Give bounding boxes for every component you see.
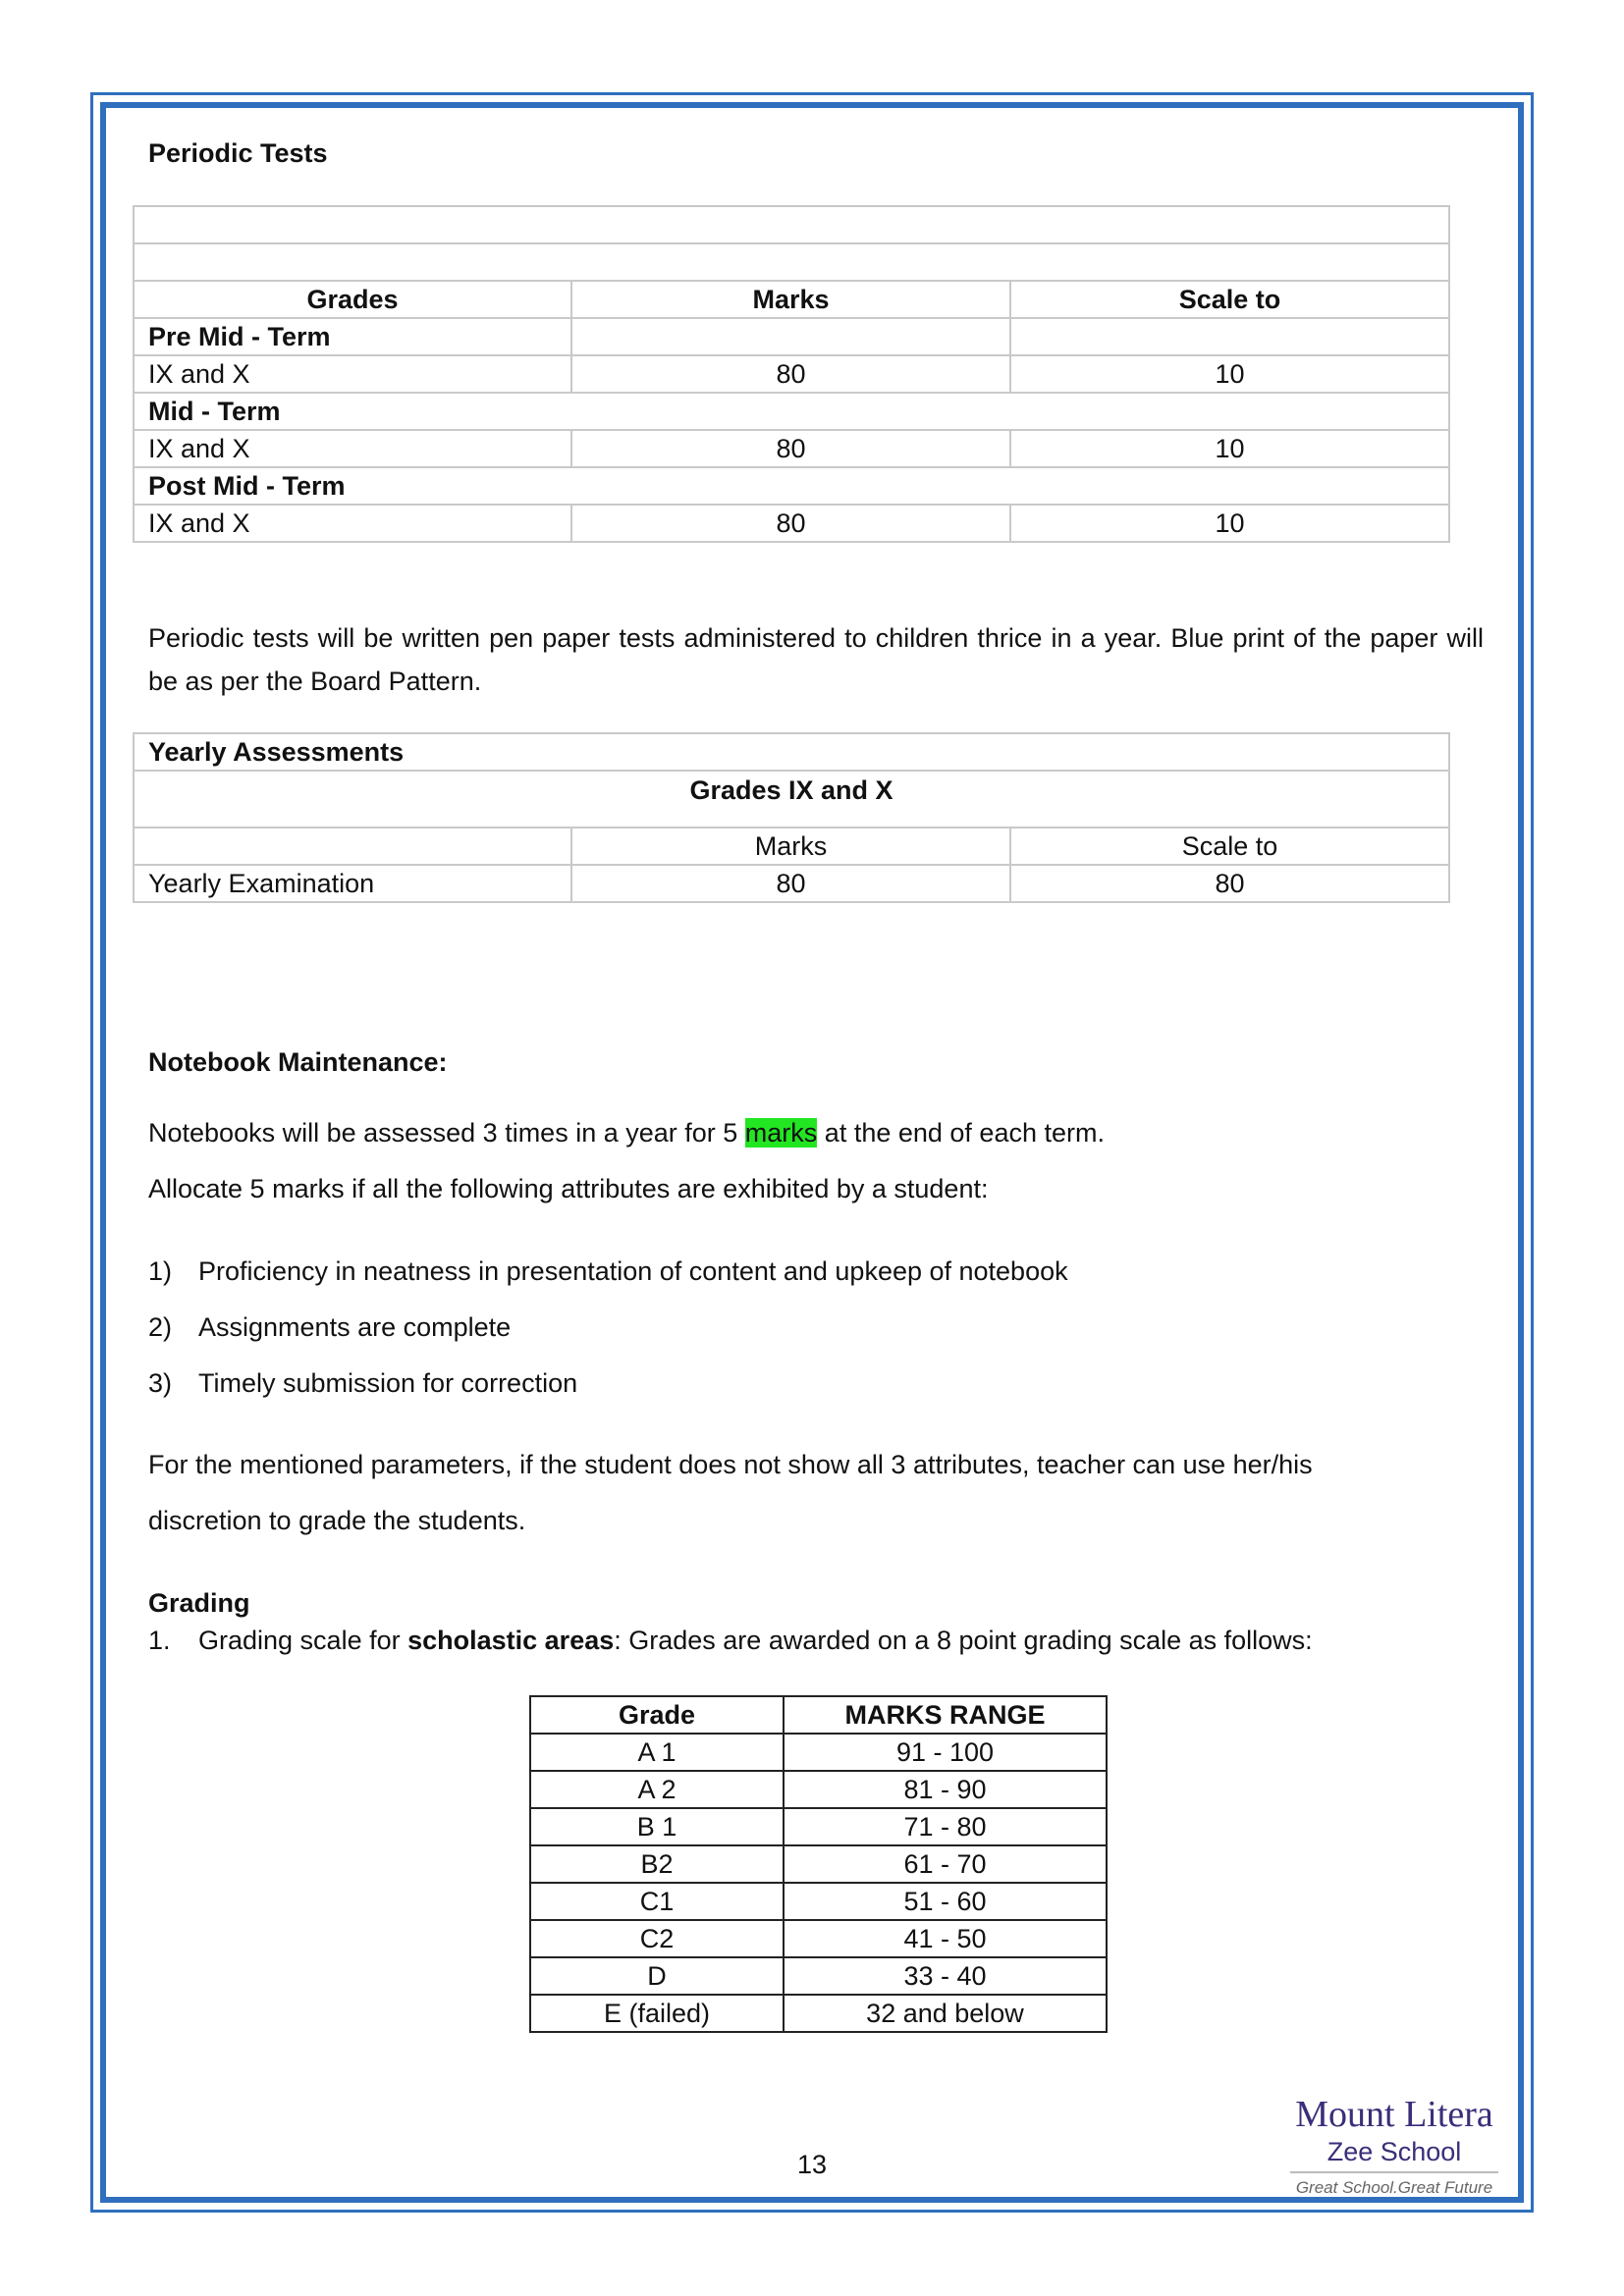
marks-cell: 80 (571, 430, 1010, 467)
discretion-line-2: discretion to grade the students. (148, 1506, 526, 1535)
table-row (134, 355, 1449, 393)
grading-scale-table (529, 1695, 1108, 2033)
list-item: Assignments are complete (198, 1312, 512, 1342)
col-header-marks-range: MARKS RANGE (784, 1696, 1107, 1734)
logo-subname: Zee School (1326, 2137, 1462, 2166)
list-item: Timely submission for correction (198, 1368, 578, 1398)
table-row (134, 467, 1449, 505)
grade-label: IX and X (134, 355, 571, 393)
list-item-number: 3) (148, 1368, 173, 1398)
yearly-assessments-table (133, 732, 1450, 903)
table-header-row (134, 281, 1449, 318)
table-row: A 2 81 - 90 (530, 1771, 1107, 1808)
periodic-tests-table (133, 205, 1450, 543)
scale-cell (1010, 318, 1449, 355)
periodic-tests-heading: Periodic Tests (148, 138, 328, 168)
notebook-line-2: Allocate 5 marks if all the following attributes are exhibited by a student: (148, 1174, 989, 1203)
marks-cell: 80 (571, 355, 1010, 393)
table-row: B2 61 - 70 (530, 1845, 1107, 1883)
scale-cell: 10 (1010, 505, 1449, 542)
list-item-number: 2) (148, 1312, 173, 1342)
grade-label: IX and X (134, 505, 571, 542)
table-row (134, 505, 1449, 542)
page-number: 13 (796, 2150, 828, 2179)
col-header-scale: Scale to (1010, 828, 1449, 865)
grading-heading: Grading (148, 1588, 250, 1618)
table-row (134, 430, 1449, 467)
logo-divider (1290, 2171, 1498, 2173)
table-row: D 33 - 40 (530, 1957, 1107, 1995)
table-row: E (failed) 32 and below (530, 1995, 1107, 2032)
table-header-row (530, 1696, 1107, 1734)
col-header-scale: Scale to (1010, 281, 1449, 318)
exam-label: Yearly Examination (134, 865, 571, 902)
table-row (134, 206, 1449, 243)
table-row (134, 393, 1449, 430)
term-label: Post Mid - Term (134, 467, 1449, 505)
school-logo (1276, 2093, 1512, 2199)
logo-tagline: Great School.Great Future (1295, 2178, 1493, 2197)
yearly-subheading: Grades IX and X (134, 771, 1449, 828)
col-header-marks: Marks (571, 281, 1010, 318)
col-header-marks: Marks (571, 828, 1010, 865)
table-row: C1 51 - 60 (530, 1883, 1107, 1920)
table-row: B 1 71 - 80 (530, 1808, 1107, 1845)
table-header-row (134, 828, 1449, 865)
scale-cell: 10 (1010, 430, 1449, 467)
scale-cell: 10 (1010, 355, 1449, 393)
yearly-heading: Yearly Assessments (134, 733, 1449, 771)
discretion-line-1: For the mentioned parameters, if the student does not show all 3 attributes, teacher can use her/his (148, 1450, 1313, 1479)
table-row (134, 243, 1449, 281)
highlighted-word: marks (744, 1118, 818, 1148)
notebook-heading: Notebook Maintenance: (148, 1047, 448, 1077)
table-row (134, 318, 1449, 355)
table-row: C2 41 - 50 (530, 1920, 1107, 1957)
table-row (134, 733, 1449, 771)
list-item-number: 1. (148, 1626, 171, 1655)
table-row (134, 865, 1449, 902)
notebook-line-1: Notebooks will be assessed 3 times in a year for 5 marks at the end of each term. (148, 1118, 1105, 1148)
list-item: Proficiency in neatness in presentation of content and upkeep of notebook (198, 1256, 1068, 1286)
marks-cell (571, 318, 1010, 355)
term-label: Mid - Term (134, 393, 1449, 430)
logo-name: Mount Litera (1295, 2094, 1493, 2135)
marks-cell: 80 (571, 505, 1010, 542)
grading-intro: Grading scale for scholastic areas: Grades are awarded on a 8 point grading scale as follows: (198, 1626, 1313, 1655)
marks-cell: 80 (571, 865, 1010, 902)
table-row (134, 771, 1449, 828)
scale-cell: 80 (1010, 865, 1449, 902)
term-label: Pre Mid - Term (134, 318, 571, 355)
col-header-grade: Grade (530, 1696, 784, 1734)
grade-label: IX and X (134, 430, 571, 467)
list-item-number: 1) (148, 1256, 173, 1286)
periodic-tests-description: Periodic tests will be written pen paper tests administered to children thrice in a year. Blue print of the paper will be as per the Board Pattern. (148, 623, 1484, 696)
col-header-grades: Grades (134, 281, 571, 318)
table-row: A 1 91 - 100 (530, 1734, 1107, 1771)
